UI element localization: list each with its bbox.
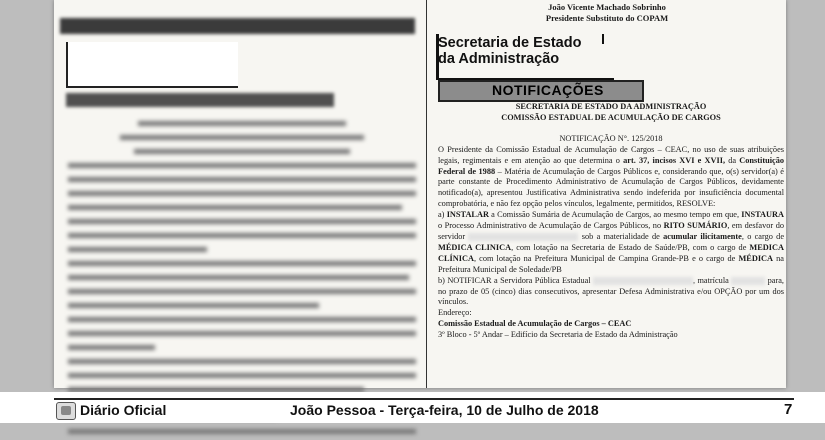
footer-page-number: 7: [784, 401, 793, 418]
item-a-text-8: na Prefeitura Municipal de Soledade/PB: [438, 253, 784, 274]
address-org: Comissão Estadual de Acumulação de Cargos – CEAC: [438, 319, 632, 329]
notice-paragraph-1: [438, 145, 784, 210]
item-a-text-1: a Comissão Sumária de Acumulação de Cargos, ao mesmo tempo em que,: [488, 210, 742, 220]
item-a-bold-6: MEDICA CLÍNICA: [438, 242, 784, 263]
notice-number: NOTIFICAÇÃO N°. 125/2018: [559, 133, 663, 143]
item-b-text-2: , matrícula: [693, 275, 732, 285]
section-title: [438, 35, 581, 67]
item-a-text-6: , com lotação na Secretaria de Estado de Saúde/PB, com o cargo de: [511, 242, 750, 252]
item-a-bold-7: MÉDICA: [738, 253, 774, 263]
notice-org1: SECRETARIA DE ESTADO DA ADMINISTRAÇÃO: [515, 102, 707, 111]
p1-text-a: O Presidente da Comissão Estadual de Acumulação de Cargos – CEAC, no uso de suas atribuições legais, regimentais e em atenção ao que determina o: [438, 144, 784, 165]
left-column-blurred: [60, 0, 420, 388]
item-a-bold-3: RITO SUMÁRIO: [663, 221, 728, 231]
address-line: 3º Bloco - 5º Andar – Edifício da Secretaria de Estado da Administração: [438, 330, 678, 340]
notice-org2: COMISSÃO ESTADUAL DE ACUMULAÇÃO DE CARGOS: [501, 112, 721, 122]
left-section-title-box: [66, 42, 238, 88]
item-a-text-4: sob a materialidade de: [578, 231, 664, 241]
state-seal-icon: [56, 402, 76, 420]
redacted-servant-name: [593, 277, 693, 285]
item-b-text-3: para, no prazo de 05 (cinco) dias consecutivos, apresentar Defesa Administrativa e/ou OPÇÃO por um dos vínculos.: [438, 275, 784, 307]
address-label: Endereço:: [438, 308, 472, 318]
section-title-line2: da Administração: [438, 51, 560, 67]
signature-role: Presidente Substituto do COPAM: [545, 13, 669, 23]
item-b-text-1: b) NOTIFICAR a Servidora Pública Estadual: [438, 275, 593, 285]
notifications-banner-label: NOTIFICAÇÕES: [492, 82, 604, 98]
signature-block: [492, 2, 722, 24]
redacted-registration: [731, 277, 765, 285]
p1-text-c: – Matéria de Acumulação de Cargos Públicos e, considerando que, o(s) servidor(a) é parte constante de Procedimento Administrativo de Acumulação de Cargos Públicos, devidamente notificado(a), apresentou Justificativa Administrativa sendo indeferida por insuficiência documental comprobatória, e não fez opção pelos vínculos, legalmente, permitidos, RESOLVE:: [438, 166, 784, 209]
page-footer: [0, 392, 825, 423]
item-a-bold-5: MÉDICA CLINICA: [438, 242, 512, 252]
footer-title: Diário Oficial: [80, 402, 167, 418]
item-a-prefix: a): [438, 210, 447, 220]
section-title-frame-tick: [602, 34, 604, 44]
item-a-text-3: , em desfavor do servidor: [438, 221, 784, 241]
item-a-text-2: o Processo Administrativo de Acumulação de Cargos Públicos, no: [438, 221, 664, 231]
p1-text-b: da: [725, 155, 740, 165]
p1-bold-b: Constituição Federal de 1988: [438, 155, 784, 176]
notice-body: [438, 102, 784, 341]
left-column-header-bar: [60, 18, 415, 34]
item-a-text-7: , com lotação na Prefeitura Municipal de Campina Grande-PB e o cargo de: [473, 253, 739, 263]
left-section-banner: [66, 93, 334, 107]
notice-item-b: [438, 276, 784, 309]
item-a-bold-1: INSTALAR: [446, 210, 489, 220]
notice-item-a: [438, 210, 784, 275]
redacted-name: [468, 233, 578, 241]
signature-name: João Vicente Machado Sobrinho: [548, 2, 666, 12]
item-a-bold-2: INSTAURA: [741, 210, 785, 220]
item-a-bold-4: acumular ilicitamente: [663, 231, 742, 241]
footer-rule: [54, 398, 794, 400]
section-title-line1: Secretaria de Estado: [438, 35, 582, 51]
right-column: [432, 0, 785, 388]
item-a-text-5: , o cargo de: [741, 231, 785, 241]
column-divider: [426, 0, 427, 388]
p1-bold-a: art. 37, incisos XVI e XVII,: [623, 155, 726, 165]
footer-date: João Pessoa - Terça-feira, 10 de Julho de 2018: [290, 402, 599, 418]
